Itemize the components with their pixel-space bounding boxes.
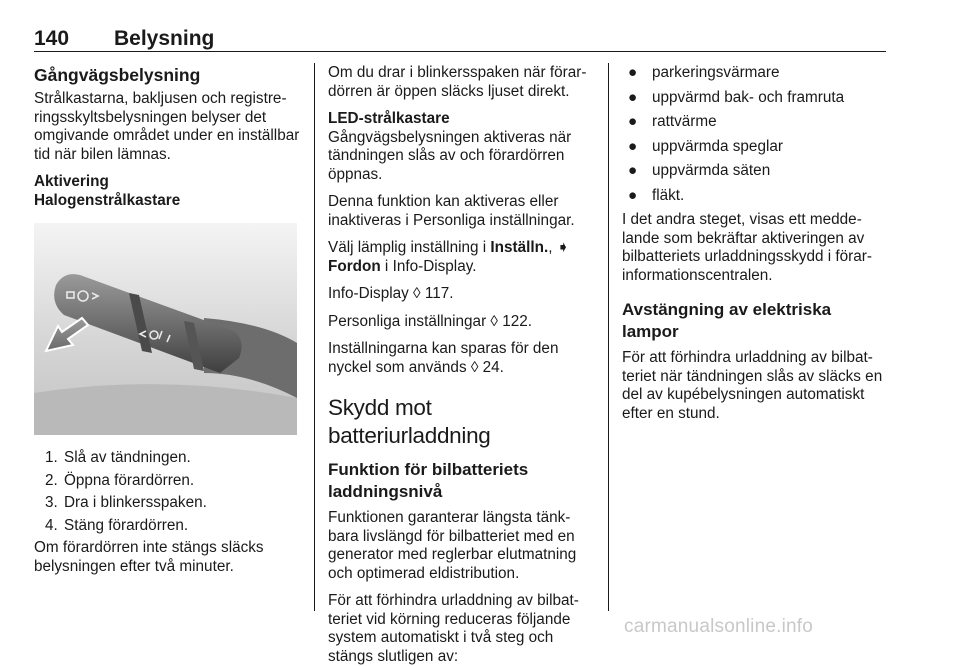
list-item: ● fläkt.: [628, 186, 685, 204]
column-1: [34, 64, 300, 576]
page-number: 140: [34, 27, 70, 50]
list-item: ● uppvärmda säten: [628, 162, 771, 179]
bullet-icon: ●: [628, 186, 638, 204]
turn-signal-stalk-image: [34, 223, 297, 435]
paragraph-battery-function: Funktionen garanterar längsta tänkbara livslängd för bilbatteriet med en generator med reglerbar elutmatning och optimerad eldistribution.: [328, 509, 577, 582]
paragraph-select-setting: Välj lämplig inställning i Inställn., ➧ Fordon i Info-Display.: [328, 239, 570, 275]
subheading-aktivering: Aktivering: [34, 173, 109, 190]
menu-path-installn: Inställn.: [490, 239, 549, 256]
site-watermark: carmanualsonline.info: [624, 616, 814, 637]
paragraph-interior-lights: För att förhindra urladdning av bilbatteriet när tändningen slås av släcks en del av kupébelysningen automatiskt efter en stund.: [622, 349, 883, 422]
list-item: ● uppvärmda speglar: [628, 137, 783, 155]
column-divider-1: [314, 63, 315, 611]
step-item: 4. Stäng förardörren.: [62, 517, 300, 536]
page-header: [34, 27, 886, 51]
subheading-battery-level: Funktion för bilbatteriets laddningsnivå: [328, 460, 529, 501]
list-item: ● uppvärmd bak- och framruta: [628, 88, 845, 106]
bullet-icon: ●: [628, 64, 638, 81]
reference-info-display: Info-Display ◊ 117.: [328, 285, 454, 302]
step-item: 3. Dra i blinkersspaken.: [62, 494, 300, 513]
stalk-illustration: [34, 223, 297, 435]
paragraph-personal-settings: Denna funktion kan aktiveras eller inaktiveras i Personliga inställningar.: [328, 193, 575, 229]
section-heading-lamps-off: Avstängning av elektriska lampor: [622, 300, 832, 341]
reduced-systems-list: [622, 64, 888, 205]
bullet-icon: ●: [628, 88, 638, 106]
page-ref-icon: ◊: [413, 285, 421, 302]
section-heading-battery: Skydd mot batteriurladdning: [328, 395, 491, 448]
subheading-led: LED-strålkastare: [328, 110, 450, 127]
subheading-halogen: Halogenstrålkastare: [34, 191, 181, 209]
chapter-title: Belysning: [114, 27, 215, 50]
section-heading-gangvagsbelysning: Gångvägsbelysning: [34, 65, 201, 85]
reference-personal-settings: Personliga inställningar ◊ 122.: [328, 312, 533, 330]
outro-paragraph: Om förardörren inte stängs släcks belysningen efter två minuter.: [34, 539, 264, 575]
column-2: [328, 64, 594, 666]
intro-paragraph: Strålkastarna, bakljusen och registreringsskyltsbelysningen belyser det omgivande området under en inställbar tid när bilen lämnas.: [34, 90, 300, 163]
paragraph-key-settings: Inställningarna kan sparas för den nyckel som används ◊ 24.: [328, 340, 559, 376]
paragraph-blinker-pull: Om du drar i blinkersspaken när förardörren är öppen släcks ljuset direkt.: [328, 64, 587, 100]
menu-arrow-icon: ➧: [556, 239, 570, 256]
column-3: [622, 64, 888, 423]
step-item: 1. Slå av tändningen.: [62, 449, 300, 468]
header-rule: [34, 51, 886, 52]
bullet-icon: ●: [628, 162, 638, 179]
bullet-icon: ●: [628, 137, 638, 155]
paragraph-battery-reduction: För att förhindra urladdning av bilbatteriet vid körning reduceras följande system automatiskt i två steg och stängs slutligen av:: [328, 592, 579, 665]
step-item: 2. Öppna förardörren.: [62, 472, 300, 491]
list-item: ● parkeringsvärmare: [628, 64, 780, 81]
paragraph-led-activation: Gångvägsbelysningen aktiveras när tändningen slås av och förardörren öppnas.: [328, 128, 572, 183]
paragraph-second-step: I det andra steget, visas ett meddelande som bekräftar aktiveringen av bilbatteriets urladdningsskydd i förarinformationscentralen.: [622, 211, 872, 284]
bullet-icon: ●: [628, 113, 638, 130]
menu-path-fordon: Fordon: [328, 257, 381, 275]
column-divider-2: [608, 63, 609, 611]
list-item: ● rattvärme: [628, 113, 717, 130]
page-ref-icon: ◊: [470, 358, 479, 376]
activation-steps: [34, 449, 300, 535]
page-ref-icon: ◊: [490, 312, 498, 330]
